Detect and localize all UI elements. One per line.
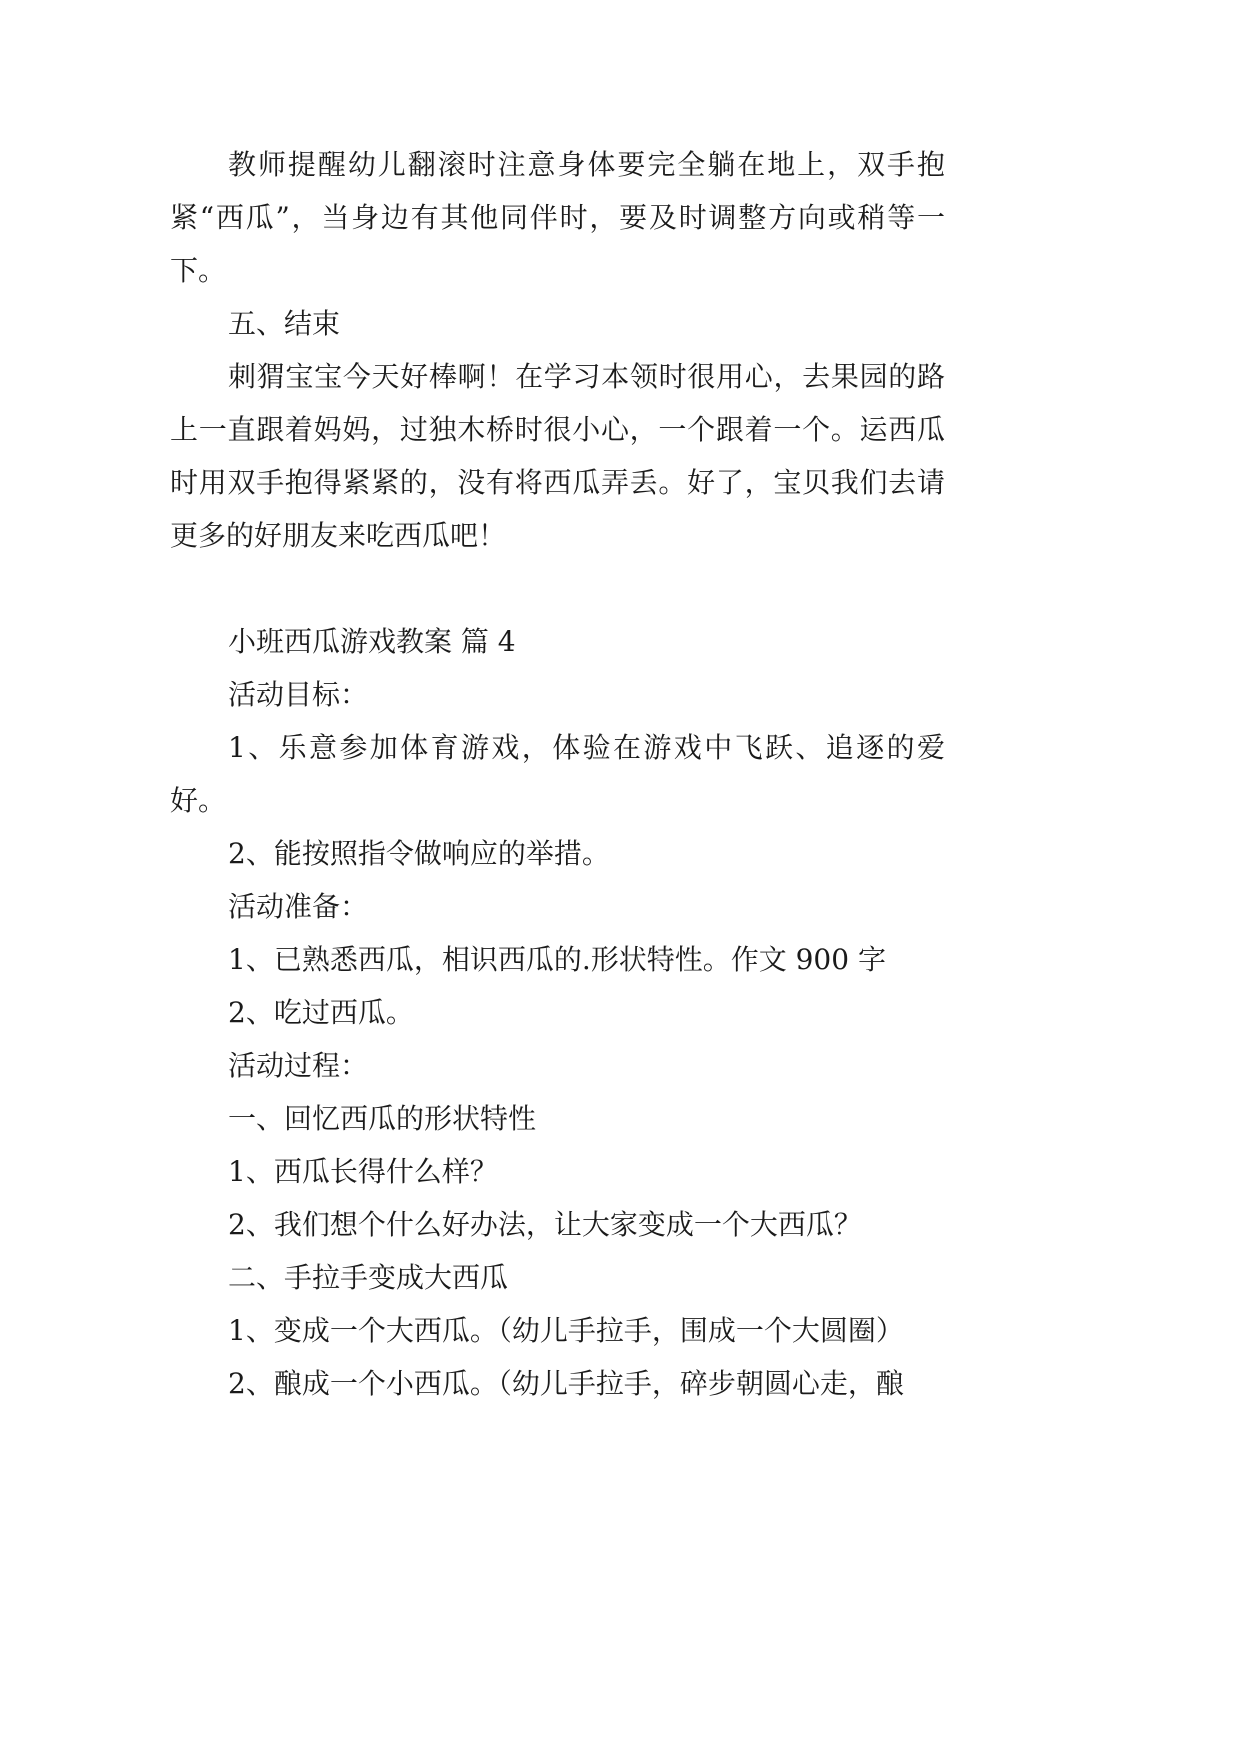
process-step-1-item-2: 2、我们想个什么好办法，让大家变成一个大西瓜？ [228,1208,862,1241]
heading-activity-preparation: 活动准备： [228,890,369,923]
process-step-2-heading: 二、手拉手变成大西瓜 [228,1261,509,1294]
preparation-item-2: 2、吃过西瓜。 [228,996,414,1029]
process-step-2-item-2: 2、酿成一个小西瓜。（幼儿手拉手，碎步朝圆心走，酿 [228,1367,904,1400]
process-step-1-item-1: 1、西瓜长得什么样？ [228,1155,498,1188]
section-spacer [170,562,945,615]
section-title: 小班西瓜游戏教案 篇 4 [228,625,516,658]
goal-item-2: 2、能按照指令做响应的举措。 [228,837,610,870]
process-step-2-item-1: 1、变成一个大西瓜。（幼儿手拉手，围成一个大圆圈） [228,1314,904,1347]
document-body [170,138,945,1410]
preparation-item-1: 1、已熟悉西瓜，相识西瓜的.形状特性。作文 900 字 [228,943,886,976]
process-step-1-heading: 一、回忆西瓜的形状特性 [228,1102,537,1135]
goal-item-1: 1、乐意参加体育游戏，体验在游戏中飞跃、追逐的爱好。 [170,731,945,817]
heading-activity-goals: 活动目标： [228,678,369,711]
paragraph-ending-text: 刺猬宝宝今天好棒啊！在学习本领时很用心，去果园的路上一直跟着妈妈，过独木桥时很小心，一个跟着一个。运西瓜时用双手抱得紧紧的，没有将西瓜弄丢。好了，宝贝我们去请更多的好朋友来吃西瓜吧！ [170,360,945,552]
paragraph-rolling-reminder: 教师提醒幼儿翻滚时注意身体要完全躺在地上，双手抱紧“西瓜”，当身边有其他同伴时，要及时调整方向或稍等一下。 [170,148,945,287]
heading-activity-process: 活动过程： [228,1049,369,1082]
section-heading-ending: 五、结束 [228,307,341,340]
